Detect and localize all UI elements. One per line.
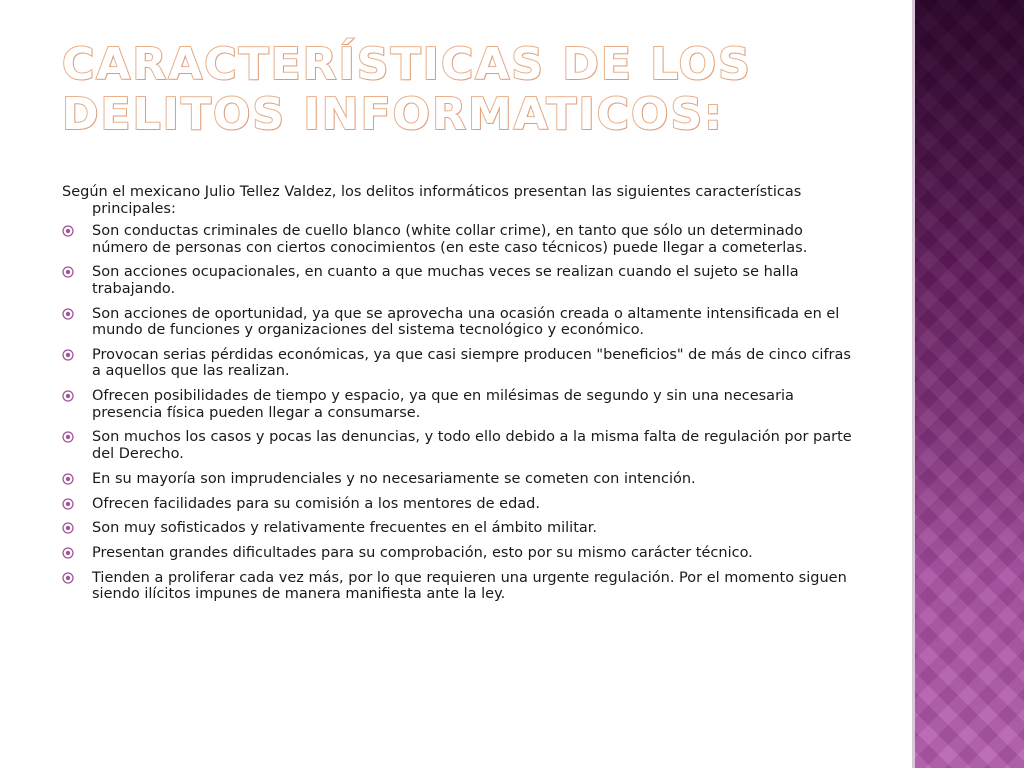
list-item-text: Son muchos los casos y pocas las denuncias, y todo ello debido a la misma falta de regulación por parte del Derecho. xyxy=(92,429,852,462)
list-item xyxy=(62,223,852,256)
circled-dot-bullet-icon xyxy=(62,349,74,361)
intro-paragraph: Según el mexicano Julio Tellez Valdez, los delitos informáticos presentan las siguientes características principales: xyxy=(62,184,802,217)
list-item xyxy=(62,388,852,421)
list-item-text: Son conductas criminales de cuello blanco (white collar crime), en tanto que sólo un determinado número de personas con ciertos conocimientos (en este caso técnicos) puede llegar a cometerlas. xyxy=(92,223,808,256)
list-item-text: Ofrecen facilidades para su comisión a los mentores de edad. xyxy=(92,495,540,512)
list-item-text: En su mayoría son imprudenciales y no necesariamente se cometen con intención. xyxy=(92,470,696,487)
circled-dot-bullet-icon xyxy=(62,266,74,278)
list-item-text: Son muy sofisticados y relativamente frecuentes en el ámbito militar. xyxy=(92,520,598,537)
list-item xyxy=(62,306,852,339)
circled-dot-bullet-icon xyxy=(62,572,74,584)
list-item-text: Son acciones ocupacionales, en cuanto a que muchas veces se realizan cuando el sujeto se halla trabajando. xyxy=(92,264,799,297)
list-item xyxy=(62,429,852,462)
circled-dot-bullet-icon xyxy=(62,473,74,485)
list-item xyxy=(62,471,852,488)
circled-dot-bullet-icon xyxy=(62,431,74,443)
circled-dot-bullet-icon xyxy=(62,390,74,402)
list-item xyxy=(62,545,852,562)
slide-title: CARACTERÍSTICAS DE LOS DELITOS INFORMATICOS: xyxy=(62,39,752,140)
list-item-text: Provocan serias pérdidas económicas, ya que casi siempre producen "beneficios" de más de cinco cifras a aquellos que las realizan. xyxy=(92,346,851,380)
list-item-text: Presentan grandes dificultades para su comprobación, esto por su mismo carácter técnico. xyxy=(92,545,753,562)
list-item xyxy=(62,496,852,513)
list-item-text: Tienden a proliferar cada vez más, por lo que requieren una urgente regulación. Por el momento siguen siendo ilícitos impunes de manera manifiesta ante la ley. xyxy=(92,569,847,603)
list-item-text: Ofrecen posibilidades de tiempo y espacio, ya que en milésimas de segundo y sin una necesaria presencia física pueden llegar a consumarse. xyxy=(92,388,794,421)
list-item xyxy=(62,520,852,537)
decorative-side-band xyxy=(912,0,1024,768)
list-item-text: Son acciones de oportunidad, ya que se aprovecha una ocasión creada o altamente intensificada en el mundo de funciones y organizaciones del sistema tecnológico y económico. xyxy=(92,305,840,339)
circled-dot-bullet-icon xyxy=(62,522,74,534)
circled-dot-bullet-icon xyxy=(62,498,74,510)
side-band-edge xyxy=(912,0,915,768)
slide-body xyxy=(62,184,852,611)
list-item xyxy=(62,347,852,380)
circled-dot-bullet-icon xyxy=(62,225,74,237)
bullet-list xyxy=(62,223,852,603)
circled-dot-bullet-icon xyxy=(62,547,74,559)
list-item xyxy=(62,570,852,603)
circled-dot-bullet-icon xyxy=(62,308,74,320)
list-item xyxy=(62,264,852,297)
